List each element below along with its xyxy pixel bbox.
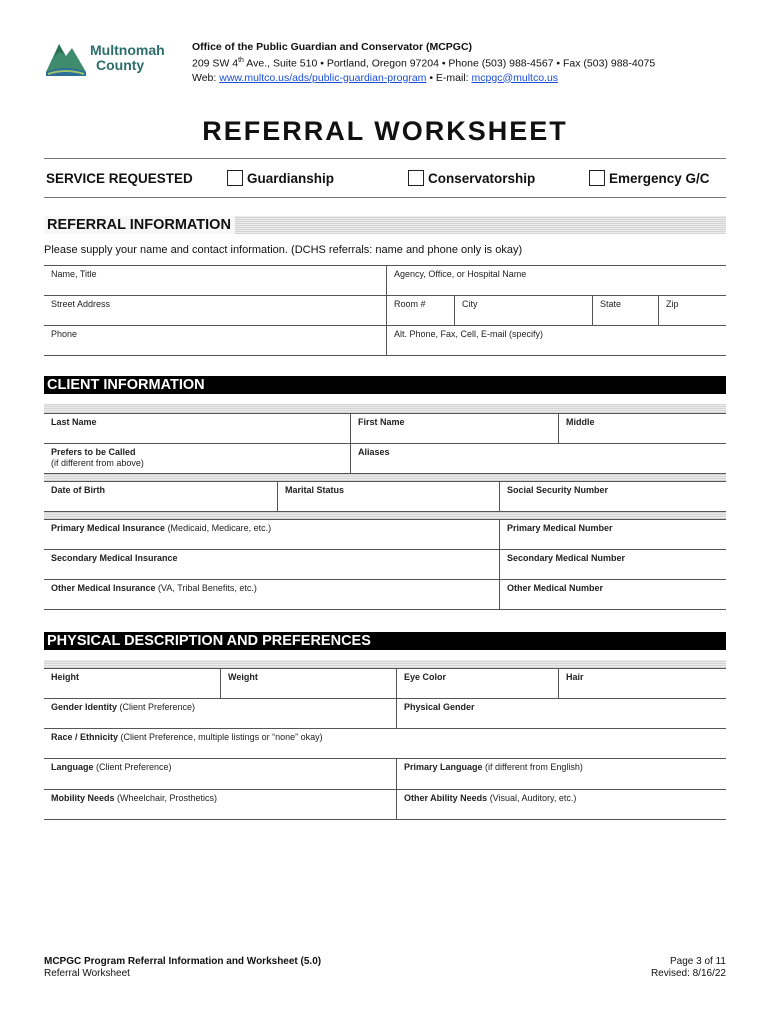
agency-field[interactable] (386, 266, 726, 295)
zip-field[interactable] (658, 296, 726, 325)
height-field[interactable] (44, 669, 220, 698)
multnomah-county-logo (44, 38, 184, 82)
mobility-needs-field[interactable] (44, 790, 396, 819)
service-requested-row (44, 168, 726, 192)
field-label: State (600, 299, 622, 309)
footer-revised: Revised: 8/16/22 (650, 968, 726, 979)
field-label: Language (51, 762, 94, 772)
other-ability-field[interactable] (396, 790, 726, 819)
spacer (44, 404, 726, 413)
field-label: Marital Status (285, 485, 345, 495)
table-row (44, 789, 726, 819)
physical-table (44, 660, 726, 820)
primary-number-field[interactable] (499, 520, 726, 549)
marital-status-field[interactable] (277, 482, 499, 511)
table-row (44, 668, 726, 698)
web-label: Web: (192, 71, 220, 84)
table-row (44, 413, 726, 443)
physical-description-header (44, 632, 726, 650)
conservatorship-checkbox[interactable] (408, 170, 424, 186)
letterhead (44, 36, 734, 86)
field-label: Physical Gender (404, 702, 475, 712)
field-label: Name, Title (51, 269, 97, 279)
table-row (44, 481, 726, 511)
hair-field[interactable] (558, 669, 726, 698)
table-row (44, 758, 726, 789)
field-label: Primary Medical Insurance (51, 523, 166, 533)
field-note: (VA, Tribal Benefits, etc.) (155, 583, 257, 593)
office-address (192, 54, 655, 71)
logo-line-1: Multnomah (90, 42, 165, 58)
name-title-field[interactable] (44, 266, 386, 295)
emergency-gc-checkbox[interactable] (589, 170, 605, 186)
table-row (44, 728, 726, 758)
ssn-field[interactable] (499, 482, 726, 511)
aliases-field[interactable] (350, 444, 726, 473)
divider (44, 158, 726, 159)
field-sublabel: (if different from above) (51, 458, 144, 468)
spacer (44, 660, 726, 668)
gender-identity-field[interactable] (44, 699, 396, 728)
field-label: Social Security Number (507, 485, 609, 495)
field-label: Primary Medical Number (507, 523, 613, 533)
client-information-title: CLIENT INFORMATION (44, 376, 209, 394)
physical-gender-field[interactable] (396, 699, 726, 728)
field-note: (Client Preference, multiple listings or “none” okay) (118, 732, 323, 742)
street-address-field[interactable] (44, 296, 386, 325)
field-label: Agency, Office, or Hospital Name (394, 269, 527, 279)
mountain-logo-icon (44, 38, 88, 78)
emergency-gc-option[interactable] (589, 170, 710, 186)
address-rest: Ave., Suite 510 • Portland, Oregon 97204 • Phone (503) 988-4567 • Fax (503) 988-4075 (243, 57, 656, 70)
field-label: Middle (566, 417, 595, 427)
state-field[interactable] (592, 296, 658, 325)
field-note: (Visual, Auditory, etc.) (487, 793, 577, 803)
web-link[interactable]: www.multco.us/ads/public-guardian-program (219, 71, 427, 84)
page-title: REFERRAL WORKSHEET (202, 116, 568, 146)
prefers-called-field[interactable] (44, 444, 350, 473)
office-web (192, 71, 655, 85)
conservatorship-option[interactable] (408, 170, 535, 186)
physical-description-title: PHYSICAL DESCRIPTION AND PREFERENCES (44, 632, 375, 650)
office-info (192, 40, 655, 85)
client-table (44, 404, 726, 610)
field-label: Hair (566, 672, 584, 682)
field-label: Phone (51, 329, 78, 339)
city-field[interactable] (454, 296, 592, 325)
other-number-field[interactable] (499, 580, 726, 609)
field-note: (Wheelchair, Prosthetics) (114, 793, 218, 803)
field-label: Last Name (51, 417, 97, 427)
spacer (44, 473, 726, 481)
table-row (44, 579, 726, 609)
service-requested-label: SERVICE REQUESTED (46, 171, 193, 186)
date-of-birth-field[interactable] (44, 482, 277, 511)
alt-phone-field[interactable] (386, 326, 726, 355)
logo-line-2: County (96, 57, 145, 73)
first-name-field[interactable] (350, 414, 558, 443)
weight-field[interactable] (220, 669, 396, 698)
field-note: (Client Preference) (93, 762, 172, 772)
other-insurance-field[interactable] (44, 580, 499, 609)
field-label: Primary Language (404, 762, 483, 772)
table-row (44, 519, 726, 549)
field-note: (Client Preference) (117, 702, 196, 712)
secondary-insurance-field[interactable] (44, 550, 499, 579)
phone-field[interactable] (44, 326, 386, 355)
language-field[interactable] (44, 759, 396, 789)
footer-sheet: Referral Worksheet (44, 968, 130, 979)
field-label: Other Ability Needs (404, 793, 488, 803)
address-number: 209 SW 4 (192, 57, 239, 70)
field-label: Street Address (51, 299, 111, 309)
field-label: Date of Birth (51, 485, 105, 495)
referral-information-header (44, 216, 726, 234)
spacer (44, 511, 726, 519)
field-label: Prefers to be Called (51, 447, 136, 457)
middle-name-field[interactable] (558, 414, 726, 443)
primary-insurance-field[interactable] (44, 520, 499, 549)
eye-color-field[interactable] (396, 669, 558, 698)
guardianship-option[interactable] (227, 170, 334, 186)
field-note: (Medicaid, Medicare, etc.) (165, 523, 272, 533)
footer-page-number: Page 3 of 11 (670, 956, 726, 967)
field-label: Room # (394, 299, 426, 309)
divider (44, 197, 726, 198)
field-label: Eye Color (404, 672, 447, 682)
guardianship-checkbox[interactable] (227, 170, 243, 186)
address-suffix: th (238, 57, 244, 64)
table-row (44, 549, 726, 579)
referral-information-title: REFERRAL INFORMATION (44, 216, 235, 234)
field-label: City (462, 299, 478, 309)
guardianship-label: Guardianship (247, 170, 335, 186)
race-ethnicity-field[interactable] (44, 729, 726, 758)
table-row (44, 698, 726, 728)
email-label: • E-mail: (426, 71, 472, 84)
client-information-header (44, 376, 726, 394)
table-row (44, 295, 726, 325)
field-label: Mobility Needs (51, 793, 115, 803)
office-title: Office of the Public Guardian and Conservator (MCPGC) (192, 41, 473, 53)
field-label: Secondary Medical Number (507, 553, 626, 563)
emergency-gc-label: Emergency G/C (609, 170, 710, 186)
field-note: (if different from English) (482, 762, 583, 772)
referral-table (44, 265, 726, 356)
primary-language-field[interactable] (396, 759, 726, 789)
field-label: Secondary Medical Insurance (51, 553, 178, 563)
field-label: Zip (666, 299, 679, 309)
field-label: Aliases (358, 447, 390, 457)
field-label: Alt. Phone, Fax, Cell, E-mail (specify) (394, 329, 544, 339)
field-label: Height (51, 672, 79, 682)
referral-note: Please supply your name and contact information. (DCHS referrals: name and phone only is okay) (44, 244, 523, 256)
last-name-field[interactable] (44, 414, 350, 443)
table-row (44, 325, 726, 355)
table-row (44, 265, 726, 295)
email-link[interactable]: mcpgc@multco.us (471, 71, 559, 84)
secondary-number-field[interactable] (499, 550, 726, 579)
field-label: First Name (358, 417, 405, 427)
field-label: Other Medical Number (507, 583, 604, 593)
table-row (44, 443, 726, 473)
field-label: Other Medical Insurance (51, 583, 156, 593)
field-label: Gender Identity (51, 702, 118, 712)
conservatorship-label: Conservatorship (428, 170, 536, 186)
field-label: Weight (228, 672, 258, 682)
room-field[interactable] (386, 296, 454, 325)
field-label: Race / Ethnicity (51, 732, 119, 742)
footer-program: MCPGC Program Referral Information and Worksheet (5.0) (44, 956, 322, 967)
